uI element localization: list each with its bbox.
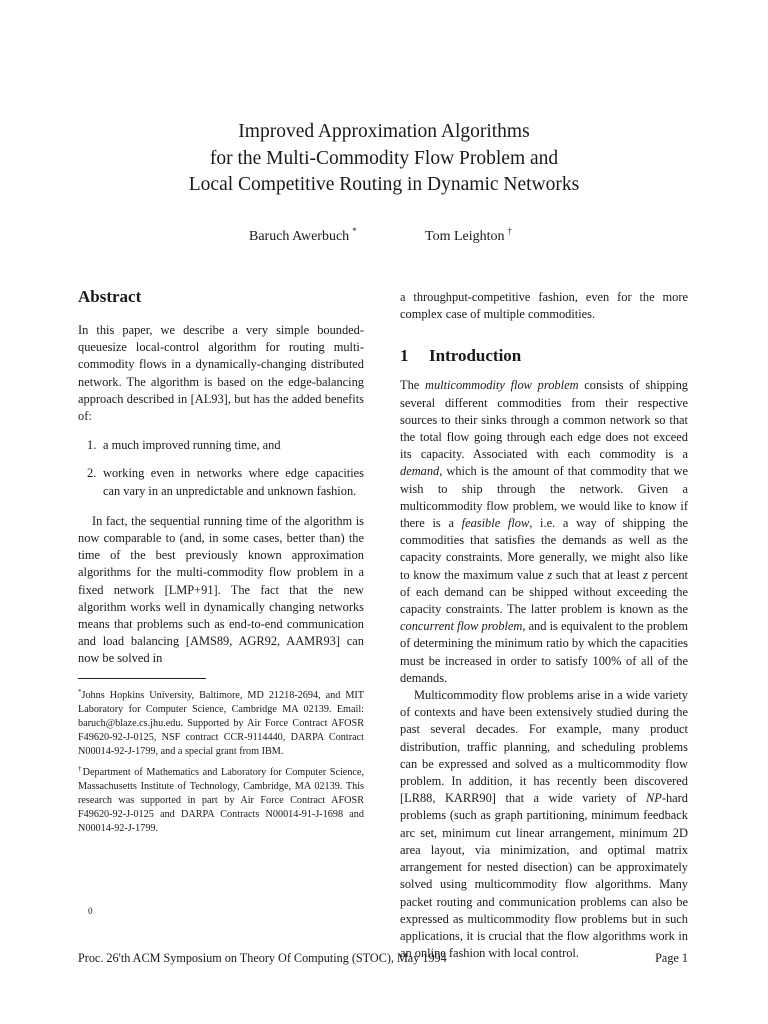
- math-z: z: [643, 567, 648, 582]
- term-concurrent-flow: concurrent flow problem: [400, 619, 523, 634]
- footnote-text: Department of Mathematics and Laboratory for Computer Science, Massachusetts Institute of Technology, Cambridge, MA 02139. This research was supported in part by Air Force Contract AFOSR F49620-92-J-0125 and DARPA Contracts N00014-91-J-1698 and N00014-92-J-1799.: [78, 766, 365, 835]
- footnote-mark: *: [78, 687, 82, 696]
- proceedings-citation: Proc. 26'th ACM Symposium on Theory Of Computing (STOC), May 1994: [78, 951, 447, 965]
- list-item-number: 1.: [87, 438, 97, 453]
- intro-paragraph-1: The multicommodity flow problem consists of shipping several different commodities from their respective sources to their sinks through a common network so that the total flow going through each edge does not exceed its capacity. Associated with each commodity is a demand, which is the amount of that commodity that we wish to ship through the network. Given a multicommodity flow problem, we would like to know if there is a feasible flow, i.e. a way of shipping the commodities that satisfies the demands as well as the capacity constraints. More generally, we might also like to know the maximum value z such that at least z percent of each demand can be shipped without exceeding the capacity constraints. The latter problem is known as the concurrent flow problem, and is equivalent to the problem of determining the minimum ratio by which the capacities must be increased in order to satisfy 100% of all of the demands.: [400, 378, 689, 685]
- right-column: [400, 289, 688, 962]
- left-column: [78, 286, 364, 839]
- author-list: [0, 226, 768, 246]
- abstract-paragraph-2: In fact, the sequential running time of the algorithm is now comparable to (and, in some cases, better than) the time of the best previously known approximation algorithms for the multi-commodity flow problem in a fixed network [LMP+91]. The fact that the new algorithm works well in dynamically changing networks means that problems such as end-to-end communication and load balancing [AMS89, AGR92, AAMR93] can now be solved in: [78, 513, 364, 666]
- introduction-heading: [400, 345, 688, 367]
- abstract-heading: Abstract: [78, 287, 142, 306]
- author-name: Tom Leighton: [425, 229, 505, 244]
- footnote-awerbuch: [78, 685, 364, 760]
- title-line-2: for the Multi-Commodity Flow Problem and: [209, 147, 559, 169]
- list-item-text: a much improved running time, and: [103, 438, 281, 453]
- list-item: [78, 437, 364, 454]
- abstract-intro: In this paper, we describe a very simple bounded-queuesize local-control algorithm for routing multi-commodity flows in a dynamically-changing distributed network. The algorithm is based on the edge-balancing approach described in [AL93], but has the added benefits of:: [78, 323, 364, 424]
- footnote-text: Johns Hopkins University, Baltimore, MD 21218-2694, and MIT Laboratory for Computer Science, Cambridge MA 02139. Email: baruch@blaze.cs.jhu.edu. Supported by Air Force Contract AFOSR F49620-92-J-0125, NSF contract CCR-9114440, DARPA Contract N00014-92-J-1799, and a special grant from IBM.: [78, 689, 364, 758]
- title-line-1: Improved Approximation Algorithms: [238, 121, 530, 142]
- section-number: 1: [400, 346, 409, 366]
- term-np: NP: [646, 791, 662, 806]
- list-item-text: working even in networks where edge capacities can vary in an unpredictable and unknown fashion.: [103, 466, 364, 498]
- benefits-list: [78, 437, 364, 500]
- author-name: Baruch Awerbuch: [249, 229, 350, 244]
- page-marker: 0: [88, 906, 93, 916]
- section-title: Introduction: [429, 346, 522, 366]
- author-footnote-mark: *: [352, 226, 357, 236]
- footnote-divider: [78, 678, 206, 679]
- title-line-3: Local Competitive Routing in Dynamic Networks: [188, 174, 580, 195]
- author-leighton: [425, 226, 512, 245]
- list-item-number: 2.: [87, 466, 97, 481]
- author-awerbuch: [249, 226, 357, 245]
- term-feasible-flow: feasible flow: [461, 516, 530, 531]
- footnote-leighton: [78, 762, 364, 837]
- paper-title: [0, 119, 768, 199]
- footnote-mark: †: [78, 764, 83, 773]
- author-footnote-mark: †: [507, 226, 513, 236]
- term-multicommodity-flow: multicommodity flow problem: [425, 378, 579, 393]
- page-number: Page 1: [655, 951, 688, 965]
- math-z: z: [547, 567, 553, 582]
- term-demand: demand: [400, 464, 440, 479]
- list-item: [78, 465, 364, 499]
- abstract-continuation: a throughput-competitive fashion, even for the more complex case of multiple commodities.: [400, 290, 688, 322]
- intro-paragraph-2: Multicommodity flow problems arise in a wide variety of contexts and have been extensively studied during the past several decades. For example, many product distribution, traffic planning, and scheduling problems can be expressed and solved as a multicommodity flow problem. In addition, it has recently been discovered [LR88, KARR90] that a wide variety of NP-hard problems (such as graph partitioning, minimum feedback arc set, minimum cut linear arrangement, minimum 2D area layout, via minimization, and optimal matrix arrangement for nested disection) can be approximately solved using multicommodity flow algorithms. Many packet routing and communication problems can also be expressed as multicommodity flow problems but in such applications, it is crucial that the flow algorithms work in an online fashion with local control.: [400, 688, 688, 961]
